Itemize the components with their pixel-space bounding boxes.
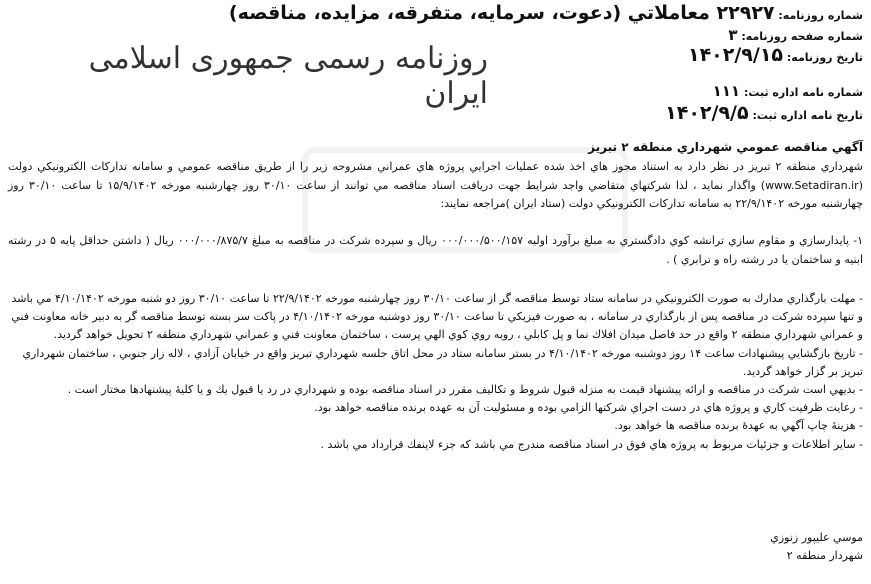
condition-item: - ساير اطلاعات و جزئيات مربوط به پروژه هاي فوق در اسناد مناقصه مندرج مي باشد كه جزء لاينفك قرارداد مي باشد . xyxy=(320,437,863,451)
signer-name: موسي عليپور زنوزي xyxy=(770,531,863,544)
newspaper-logo xyxy=(26,41,488,111)
condition-item: - تاريخ بازگشايي پيشنهادات ساعت ۱۴ روز دوشنبه مورخه ۴/۱۰/۱۴۰۲ در بستر سامانه ستاد در محل اتاق جلسه شهرداري تبريز واقع در خيابان آزادي ، لاله زار جنوبي ، ساختمان شهرداري تبريز بر گزار خواهد گرديد. xyxy=(22,346,863,378)
condition-item: - بديهي است شركت در مناقصه و ارائه پيشنهاد قيمت به منزله قبول شروط و تكاليف مقرر در اسناد مناقصه بوده و شهرداري در رد يا قبول يك و يا كليۀ پيشنهادها مختار است . xyxy=(67,383,863,397)
ad-project-item: ۱- پايدارسازي و مقاوم سازي ترانشه كوي دادگستري به مبلغ برآورد اوليه ۰۰۰/۰۰۰/۵۰۰/۱۵۷ ريال و سپرده شركت در مناقصه به مبلغ ۰۰۰/۰۰۰/۸۷۵/۷ ريال ( داشتن حداقل پايه ۵ در رشته ابنيه و ساختمان يا در رشته راه و ترابري ) . xyxy=(8,234,863,266)
letter-date-value: ۱۴۰۲/۹/۵ xyxy=(665,102,749,124)
newspaper-date xyxy=(688,44,863,66)
page-label: شماره صفحه روزنامه: xyxy=(741,30,863,43)
newspaper-name: روزنامه رسمی جمهوری اسلامی ایران xyxy=(88,41,488,111)
page-number xyxy=(728,26,863,44)
condition-item: - مهلت بارگذاري مدارك به صورت الكترونيكي در سامانه ستاد توسط مناقصه گر از ساعت ۳۰/۱۰ روز چهارشنبه مورخه ۲۲/۹/۱۴۰۲ تا ساعت ۳۰/۱۰ روز دو شنبه مورخه ۴/۱۰/۱۴۰۲ مي باشد و تنها سپرده شركت در مناقصه پس از بارگذاري در سامانه ، به صورت فيزيكي تا ساعت ۳۰/۱۰ روز دوشنبه مورخه ۴/۱۰/۱۴۰۲ در پاكت سر بسته توسط مناقصه گر به دبير خانه معاونت فني و عمراني شهرداري منطقه ۲ واقع در حد فاصل ميدان افلاك نما و پل كابلي ، روبه روي كوي الهي پرست ، ساختمان معاونت فني و عمراني شهرداري منطقه ۲ تحويل خواهد گرديد. xyxy=(11,292,863,342)
date-label: تاريخ روزنامه: xyxy=(786,51,863,64)
registry-letter-number xyxy=(713,82,863,100)
date-value: ۱۴۰۲/۹/۱۵ xyxy=(687,44,784,66)
letter-date-label: تاريخ نامه اداره ثبت: xyxy=(752,109,863,122)
letter-number-label: شماره نامه اداره ثبت: xyxy=(743,86,863,99)
conditions-list xyxy=(8,290,863,454)
signer-title: شهردار منطقه ۲ xyxy=(786,549,863,562)
page-value: ۳ xyxy=(728,26,738,44)
ad-title: آگهي مناقصه عمومي شهرداري منطقه ۲ تبريز xyxy=(588,140,863,154)
issue-number xyxy=(229,2,863,24)
ad-intro-paragraph: شهرداري منطقه ۲ تبريز در نظر دارد به استناد مجوز هاي اخذ شده عمليات اجرايي پروژه هاي عمراني مشروحه زير را از طريق مناقصه عمومي و سامانه تداركات الكترونيكي دولت (www.Setadiran.ir) واگذار نمايد ، لذا شركتهاي متقاضي واجد شرايط جهت دريافت اسناد مناقصه مي توانند از ساعت ۳۰/۱۰ روز چهارشنبه مورخه ۱۵/۹/۱۴۰۲ تا ساعت ۳۰/۱۰ روز چهارشنبه مورخه ۲۲/۹/۱۴۰۲ به سامانه تداركات الكترونيكي دولت (ستاد ايران )مراجعه نمايند: xyxy=(8,160,863,210)
issue-value: ۲۲۹۲۷ معاملاتي (دعوت، سرمايه، متفرقه، مزايده، مناقصه) xyxy=(228,2,775,24)
condition-item: - هزينۀ چاپ آگهي به عهدۀ برنده مناقصه ها خواهد بود. xyxy=(614,419,863,433)
letter-number-value: ۱۱۱ xyxy=(712,82,741,100)
issue-label: شماره روزنامه: xyxy=(778,9,863,22)
condition-item: - رعايت ظرفيت كاري و پروژه هاي در دست اجراي شركتها الزامي بوده و مسئوليت آن به عهده برنده مناقصه خواهد بود. xyxy=(314,401,863,415)
registry-letter-date xyxy=(665,102,863,124)
